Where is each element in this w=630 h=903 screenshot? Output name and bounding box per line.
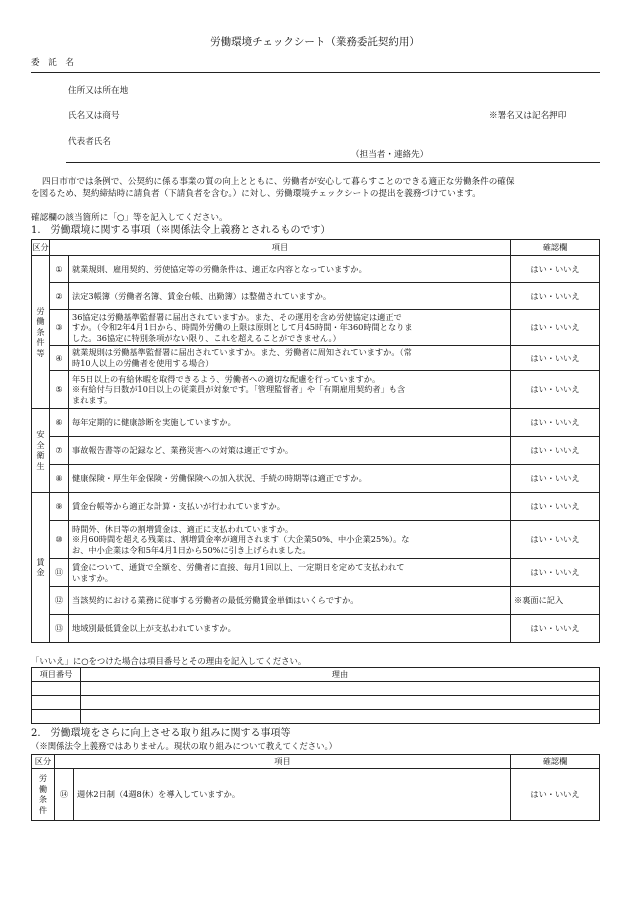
item-text: 地域別最低賃金以上が支払われていますか。 (69, 615, 511, 643)
intro-line-2: を図るため、契約締結時に請負者（下請負者を含む。）に対し、労働環境チェックシートの提出を義務づけています。 (31, 189, 481, 199)
header-reason: 理由 (81, 668, 600, 682)
reason-row (32, 682, 600, 696)
item-text: 時間外、休日等の割増賃金は、適正に支払われていますか。 ※月60時間を超える残業は、割増賃金率が適用されます（大企業50%、中小企業25%）。な お、中小企業は令和5年4月1日から50%に引き上げられました。 (69, 521, 511, 559)
item-number: ⑭ (55, 769, 74, 821)
yes-no-check[interactable]: はい・いいえ (511, 465, 600, 493)
instruction-text: 確認欄の該当箇所に「○」等を記入してください。 (31, 213, 228, 223)
reason-header-row (32, 668, 600, 682)
yes-no-check[interactable]: はい・いいえ (511, 769, 600, 821)
table-row (32, 283, 600, 310)
category-wage: 賃金 (32, 493, 50, 643)
section2-title: 2. 労働環境をさらに向上させる取り組みに関する事項等 (31, 728, 291, 739)
table-row (32, 465, 600, 493)
table-row (32, 310, 600, 346)
reason-note: 「いいえ」に○をつけた場合は項目番号とその理由を記入してください。 (31, 656, 307, 666)
item-number: ② (50, 283, 69, 310)
category-labor: 労働条件 (32, 769, 55, 821)
yes-no-check[interactable]: はい・いいえ (511, 559, 600, 587)
item-number: ⑩ (50, 521, 69, 559)
trustee-line (31, 72, 600, 73)
table-row (32, 346, 600, 371)
item-text: 36協定は労働基準監督署に届出されていますか。また、その運用を含め労使協定は適正で すか。（令和2年4月1日から、時間外労働の上限は原則として月45時間・年360時間となりま した。36協定に特別条項がない限り、これを超えることができません。） (69, 310, 511, 346)
item-number: ⑨ (50, 493, 69, 521)
signature-line (66, 162, 600, 163)
section1-title: 1. 労働環境に関する事項（※関係法令上義務とされるものです） (31, 225, 331, 236)
category-safety: 安全衛生 (32, 409, 50, 493)
item-number: ⑧ (50, 465, 69, 493)
category-labor: 労働条件等 (32, 256, 50, 409)
header-item-number: 項目番号 (32, 668, 81, 682)
header-check: 確認欄 (511, 755, 600, 769)
item-number: ④ (50, 346, 69, 371)
yes-no-check[interactable]: はい・いいえ (511, 283, 600, 310)
back-page-note[interactable]: ※裏面に記入 (511, 587, 600, 615)
table-row (32, 521, 600, 559)
table-row (32, 409, 600, 437)
address-label: 住所又は所在地 (68, 86, 129, 96)
yes-no-check[interactable]: はい・いいえ (511, 437, 600, 465)
header-category: 区分 (32, 240, 50, 256)
item-text: 就業規則、雇用契約、労使協定等の労働条件は、適正な内容となっていますか。 (69, 256, 511, 283)
representative-label: 代表者氏名 (68, 137, 111, 147)
table-row (32, 493, 600, 521)
labor-environment-table (31, 239, 600, 643)
header-item: 項目 (50, 240, 511, 256)
item-number: ⑤ (50, 371, 69, 409)
header-item: 項目 (55, 755, 511, 769)
table-row (32, 437, 600, 465)
page-title: 労働環境チェックシート（業務委託契約用） (210, 36, 420, 48)
table-row (32, 371, 600, 409)
item-number: ⑦ (50, 437, 69, 465)
yes-no-check[interactable]: はい・いいえ (511, 346, 600, 371)
yes-no-check[interactable]: はい・いいえ (511, 256, 600, 283)
item-number-field[interactable] (32, 682, 81, 696)
intro-line-1: 四日市市では条例で、公契約に係る事業の質の向上とともに、労働者が安心して暮らすことのできる適正な労働条件の確保 (42, 177, 515, 187)
trustee-label: 委 託 名 (31, 58, 74, 68)
item-number-field[interactable] (32, 696, 81, 710)
contact-label: （担当者・連絡先） (351, 150, 429, 160)
section2-note: （※関係法令上義務ではありません。現状の取り組みについて教えてください。） (31, 741, 338, 751)
yes-no-check[interactable]: はい・いいえ (511, 521, 600, 559)
item-text: 健康保険・厚生年金保険・労働保険への加入状況、手続の時期等は適正ですか。 (69, 465, 511, 493)
improvement-table (31, 754, 600, 821)
header-check: 確認欄 (511, 240, 600, 256)
item-number: ⑬ (50, 615, 69, 643)
reason-field[interactable] (81, 682, 600, 696)
name-label: 氏名又は商号 (68, 111, 120, 121)
yes-no-check[interactable]: はい・いいえ (511, 493, 600, 521)
yes-no-check[interactable]: はい・いいえ (511, 371, 600, 409)
item-number: ⑫ (50, 587, 69, 615)
item-text: 週休2日制（4週8休）を導入していますか。 (74, 769, 511, 821)
yes-no-check[interactable]: はい・いいえ (511, 409, 600, 437)
item-number: ⑪ (50, 559, 69, 587)
table-header-row (32, 240, 600, 256)
item-number: ⑥ (50, 409, 69, 437)
table-row (32, 769, 600, 821)
item-number: ① (50, 256, 69, 283)
yes-no-check[interactable]: はい・いいえ (511, 615, 600, 643)
item-text: 就業規則は労働基準監督署に届出されていますか。また、労働者に周知されていますか。（常 時10人以上の労働者を使用する場合） (69, 346, 511, 371)
seal-note: ※署名又は記名押印 (489, 111, 567, 121)
item-text: 年5日以上の有給休暇を取得できるよう、労働者への適切な配慮を行っていますか。 ※有給付与日数が10日以上の従業員が対象です。「管理監督者」や「有期雇用契約者」も含 まれます。 (69, 371, 511, 409)
table-row (32, 559, 600, 587)
item-text: 賃金について、通貨で全額を、労働者に直接、毎月1回以上、一定期日を定めて支払われて いますか。 (69, 559, 511, 587)
reason-field[interactable] (81, 696, 600, 710)
item-number: ③ (50, 310, 69, 346)
item-text: 賃金台帳等から適正な計算・支払いが行われていますか。 (69, 493, 511, 521)
item-text: 当該契約における業務に従事する労働者の最低労働賃金単価はいくらですか。 (69, 587, 511, 615)
table-row (32, 587, 600, 615)
table-row (32, 256, 600, 283)
reason-table (31, 667, 600, 724)
item-text: 毎年定期的に健康診断を実施していますか。 (69, 409, 511, 437)
reason-field[interactable] (81, 710, 600, 724)
item-text: 事故報告書等の記録など、業務災害への対策は適正ですか。 (69, 437, 511, 465)
table-header-row (32, 755, 600, 769)
item-text: 法定3帳簿（労働者名簿、賃金台帳、出勤簿）は整備されていますか。 (69, 283, 511, 310)
reason-row (32, 696, 600, 710)
yes-no-check[interactable]: はい・いいえ (511, 310, 600, 346)
reason-row (32, 710, 600, 724)
item-number-field[interactable] (32, 710, 81, 724)
header-category: 区分 (32, 755, 55, 769)
table-row (32, 615, 600, 643)
